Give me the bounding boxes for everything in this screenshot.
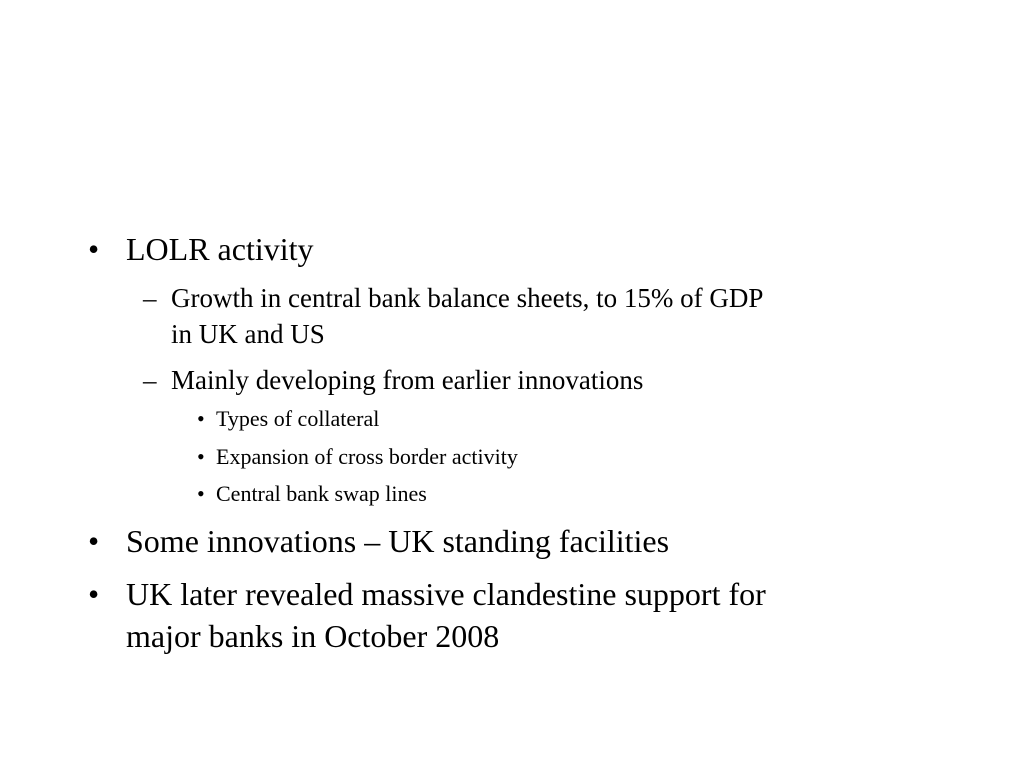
sub-bullet-text-continuation: in UK and US: [171, 319, 325, 349]
sub-sub-bullet-text: Expansion of cross border activity: [216, 444, 518, 469]
bullet-text-continuation: major banks in October 2008: [126, 618, 500, 654]
dash-marker: –: [143, 365, 157, 395]
bullet-marker: •: [197, 406, 205, 431]
dash-marker: –: [143, 283, 157, 313]
bullet-marker: •: [88, 231, 100, 267]
bullet-marker: •: [88, 576, 100, 612]
sub-bullet-text: Mainly developing from earlier innovations: [171, 365, 644, 395]
bullet-marker: •: [88, 523, 100, 559]
bullet-text: Some innovations – UK standing facilities: [126, 523, 670, 559]
sub-sub-bullet-text: Types of collateral: [216, 406, 380, 431]
sub-sub-bullet-text: Central bank swap lines: [216, 481, 427, 506]
bullet-text: LOLR activity: [126, 231, 314, 267]
bullet-marker: •: [197, 481, 205, 506]
bullet-text: UK later revealed massive clandestine support for: [126, 576, 766, 612]
sub-bullet-text: Growth in central bank balance sheets, to 15% of GDP: [171, 283, 764, 313]
bullet-marker: •: [197, 444, 205, 469]
